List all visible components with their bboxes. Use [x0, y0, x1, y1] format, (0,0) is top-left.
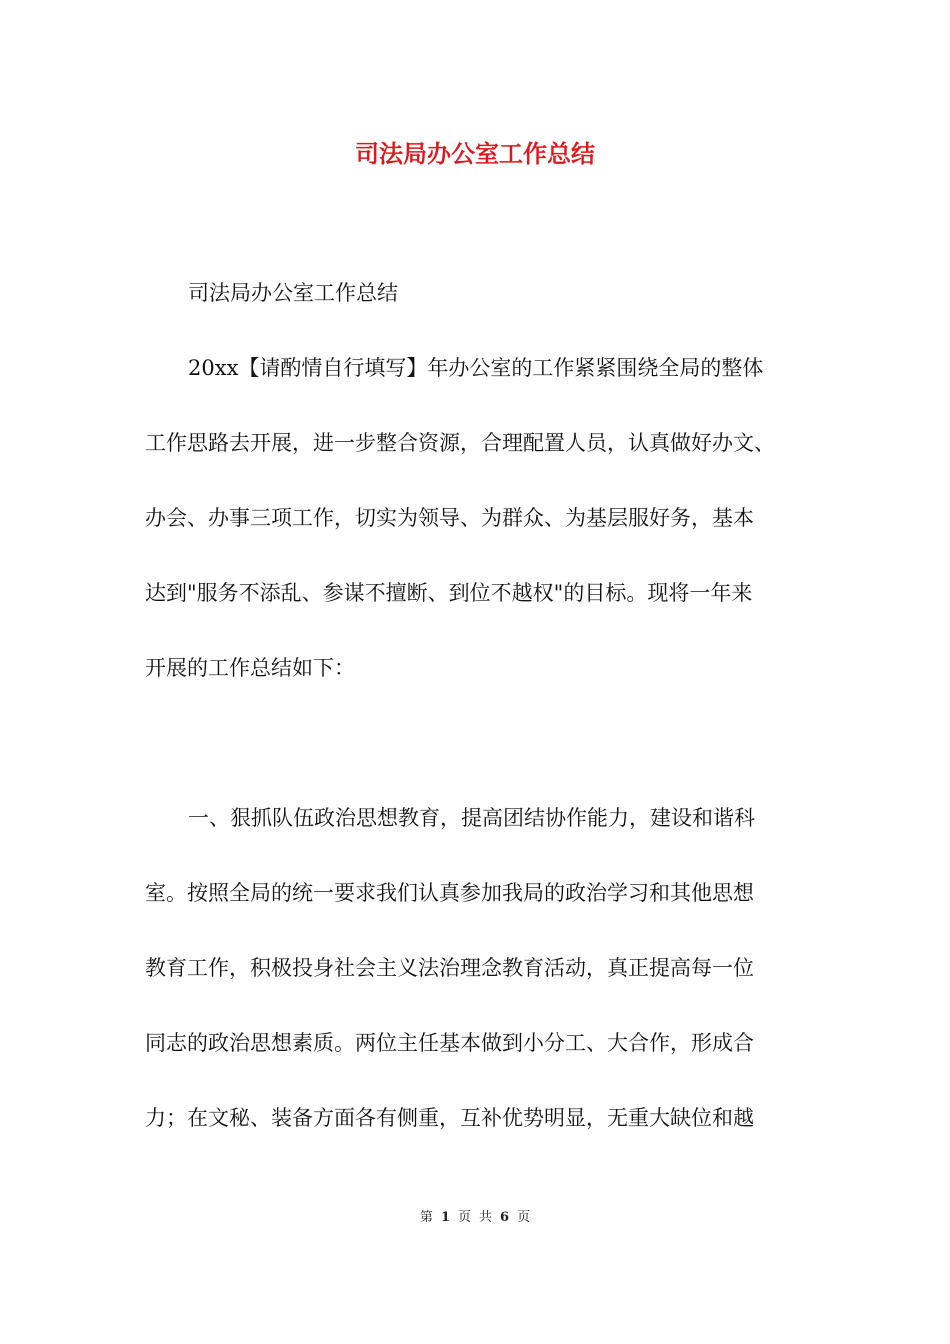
paragraph-line: 办会、办事三项工作，切实为领导、为群众、为基层服好务，基本 — [145, 506, 754, 530]
page-footer — [0, 1208, 950, 1228]
footer-page-number: 1 — [440, 1210, 450, 1225]
footer-total-pages: 6 — [500, 1210, 510, 1225]
footer-middle2: 共 — [479, 1210, 493, 1225]
paragraph-line: 同志的政治思想素质。两位主任基本做到小分工、大合作，形成合 — [145, 1031, 754, 1055]
paragraph-line: 达到"服务不添乱、参谋不擅断、到位不越权"的目标。现将一年来 — [145, 581, 753, 605]
paragraph-line: 一、狠抓队伍政治思想教育，提高团结协作能力，建设和谐科 — [188, 806, 755, 830]
paragraph-line: 教育工作，积极投身社会主义法治理念教育活动，真正提高每一位 — [145, 956, 754, 980]
paragraph-line: 力；在文秘、装备方面各有侧重，互补优势明显，无重大缺位和越 — [145, 1106, 754, 1130]
paragraph-line: 工作思路去开展，进一步整合资源，合理配置人员，认真做好办文、 — [145, 431, 775, 455]
paragraph-line: 20xx【请酌情自行填写】年办公室的工作紧紧围绕全局的整体 — [188, 356, 764, 380]
paragraph-line: 室。按照全局的统一要求我们认真参加我局的政治学习和其他思想 — [145, 881, 754, 905]
paragraph-line: 开展的工作总结如下： — [145, 656, 355, 680]
document-subtitle: 司法局办公室工作总结 — [188, 281, 398, 305]
footer-suffix: 页 — [517, 1210, 531, 1225]
footer-prefix: 第 — [419, 1210, 433, 1225]
document-title: 司法局办公室工作总结 — [355, 140, 595, 168]
footer-middle1: 页 — [457, 1210, 471, 1225]
